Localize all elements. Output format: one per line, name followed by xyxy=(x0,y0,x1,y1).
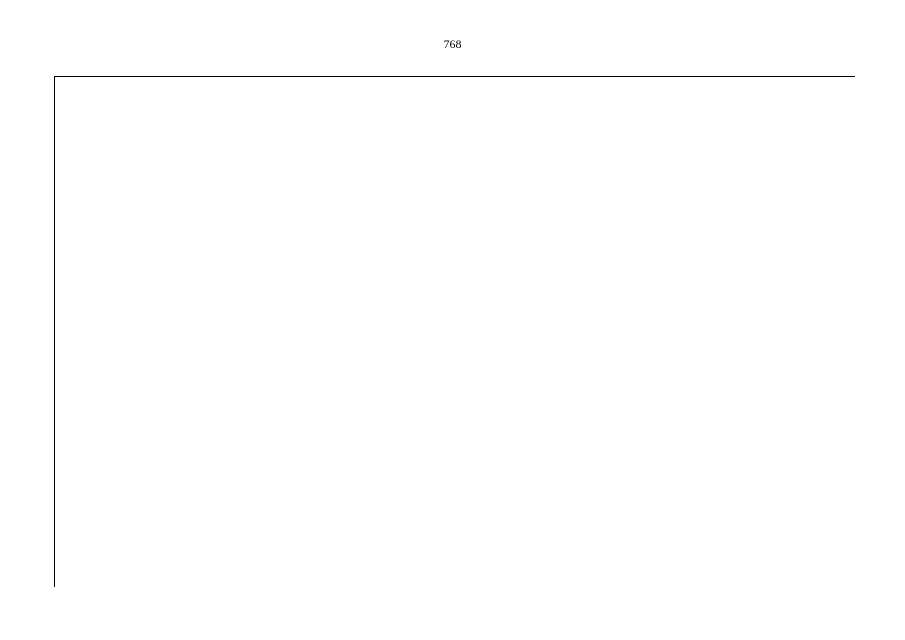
measures-table xyxy=(54,76,855,587)
page-number: 768 xyxy=(443,37,462,51)
